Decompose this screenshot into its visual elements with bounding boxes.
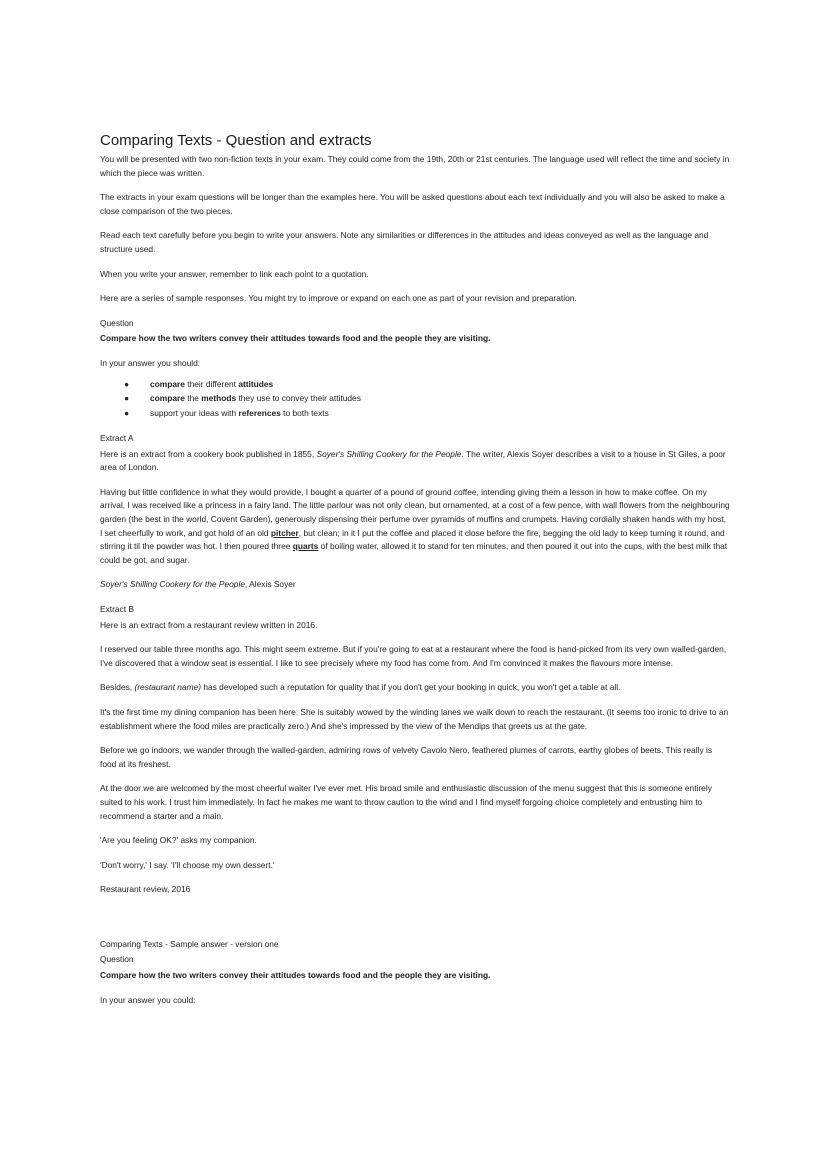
extract-a-intro-text: . The writer, Alexis Soyer describes a visit to a house in St Giles, a poor area of London. (100, 448, 726, 473)
extract-a-source (100, 578, 730, 592)
bullet-icon: ● (124, 393, 130, 404)
source-author: , Alexis Soyer (244, 579, 296, 590)
source-title: Soyer's Shilling Cookery for the People (100, 579, 245, 590)
bullet-text: support your ideas with (150, 407, 239, 418)
book-title: Soyer's Shilling Cookery for the People (316, 448, 462, 459)
extract-b-source: Restaurant review, 2016 (100, 884, 191, 895)
bullet-text: they use to convey their attitudes (236, 393, 361, 404)
intro-paragraph: The extracts in your exam questions will be longer than the examples here. You will be asked questions about each text individually and you will also be asked to make a close comparison of the two pieces. (100, 192, 725, 216)
extract-b-paragraph: At the door we are welcomed by the most cheerful waiter I've ever met. His broad smile and enthusiastic discussion of the menu suggest that this is someone entirely suited to his work. I trust him immediately. In fact he makes me want to throw caution to the wind and I find myself forgoing choice completely and entrusting him to recommend a starter and a main. (100, 783, 712, 821)
extract-b-intro: Here is an extract from a restaurant review written in 2016. (100, 619, 318, 630)
glossary-word: quarts (292, 541, 319, 552)
intro-paragraph: Here are a series of sample responses. You might try to improve or expand on each one as part of your revision and preparation. (100, 293, 577, 304)
extract-a-label: Extract A (100, 433, 134, 444)
extract-b-paragraph (100, 681, 730, 695)
extract-a-text: of boiling water, allowed it to stand for ten minutes, and then poured it out into the cups, with the best milk that could be got, and sugar. (100, 541, 728, 565)
sample-heading: Comparing Texts - Sample answer - version one (100, 938, 279, 949)
bullet-icon: ● (124, 378, 130, 389)
document-content (100, 132, 730, 1018)
extract-a-intro (100, 448, 730, 475)
question-bullet-list (100, 377, 730, 421)
bullet-text: their different (184, 378, 239, 389)
extract-b-paragraph: I reserved our table three months ago. This might seem extreme. But if you're going to eat at a restaurant where the food is hand-picked from its very own walled-garden, I've discovered that a window seat is essential. I like to see precisely where my food has come from. And I'm convinced it makes the flavours more intense. (100, 644, 727, 668)
intro-paragraph: When you write your answer, remember to link each point to a quotation. (100, 268, 369, 279)
bullet-bold-text: methods (201, 393, 237, 404)
list-item (100, 406, 730, 421)
bullet-text: to both texts (280, 407, 329, 418)
extract-b-label: Extract B (100, 603, 134, 614)
bullet-text: the (184, 393, 202, 404)
list-item (100, 391, 730, 406)
list-item (100, 377, 730, 392)
extract-b-text: Besides, (100, 682, 135, 693)
bullet-bold-text: references (238, 407, 281, 418)
extract-b-paragraph: 'Are you feeling OK?' asks my companion. (100, 835, 257, 846)
extract-a-text: Having but little confidence in what they would provide, I bought a quarter of a pound of ground coffee, intending giving them a lesson in how to make coffee. On my arrival, I was received like a princess in a fairy land. The little parlour was not only clean, but ornamented, at a cost of a few pence, with wall flowers from the neighbouring garden (the best in the world, Covent Garden), generously dispensing their perfume over pyramids of muffins and crumpets. Having cordially shaken hands with my host, I set cheerfully to work, and got hold of an old (100, 486, 730, 538)
extract-b-text: has developed such a reputation for quality that if you don't get your booking in quick, you won't get a table at all. (201, 682, 621, 693)
bullet-bold-text: compare (150, 378, 185, 389)
extract-a-intro-text: Here is an extract from a cookery book published in 1855, (100, 448, 317, 459)
bullet-icon: ● (124, 407, 130, 418)
extract-b-paragraph: 'Don't worry,' I say. 'I'll choose my own dessert.' (100, 859, 275, 870)
sample-question-label: Question (100, 954, 134, 965)
restaurant-placeholder: (restaurant name) (134, 682, 202, 693)
question-lead: In your answer you should: (100, 357, 201, 368)
extract-a-body (100, 486, 730, 568)
sample-question-text: Compare how the two writers convey their attitudes towards food and the people they are visiting. (100, 970, 491, 981)
glossary-word: pitcher (270, 527, 299, 538)
section-spacer (100, 908, 730, 938)
intro-paragraph: Read each text carefully before you begin to write your answers. Note any similarities or differences in the attitudes and ideas conveyed as well as the language and structure used. (100, 230, 709, 254)
extract-a-text: , but clean; in it I put the coffee and placed it close before the fire, begging the old lady to keep turning it round, and stirring it til the powder was hot. I then poured three (100, 527, 725, 552)
bullet-bold-text: compare (150, 393, 185, 404)
extract-b-paragraph: It's the first time my dining companion has been here. She is suitably wowed by the winding lanes we walk down to reach the restaurant. (It seems too ironic to drive to an establishment where the food miles are practically zero.) And she's impressed by the view of the Mendips that greets us at the gate. (100, 706, 729, 731)
question-label: Question (100, 317, 134, 328)
bullet-bold-text: attitudes (238, 378, 274, 389)
page-title: Comparing Texts - Question and extracts (100, 132, 372, 149)
sample-lead: In your answer you could: (100, 994, 196, 1005)
question-text: Compare how the two writers convey their attitudes towards food and the people they are visiting. (100, 333, 491, 344)
intro-paragraph: You will be presented with two non-fiction texts in your exam. They could come from the 19th, 20th or 21st centuries. The language used will reflect the time and society in which the piece was written. (100, 154, 730, 178)
extract-b-paragraph: Before we go indoors, we wander through the walled-garden, admiring rows of velvety Cavolo Nero, feathered plumes of carrots, earthy globes of beets. This really is food at its freshest. (100, 745, 713, 769)
